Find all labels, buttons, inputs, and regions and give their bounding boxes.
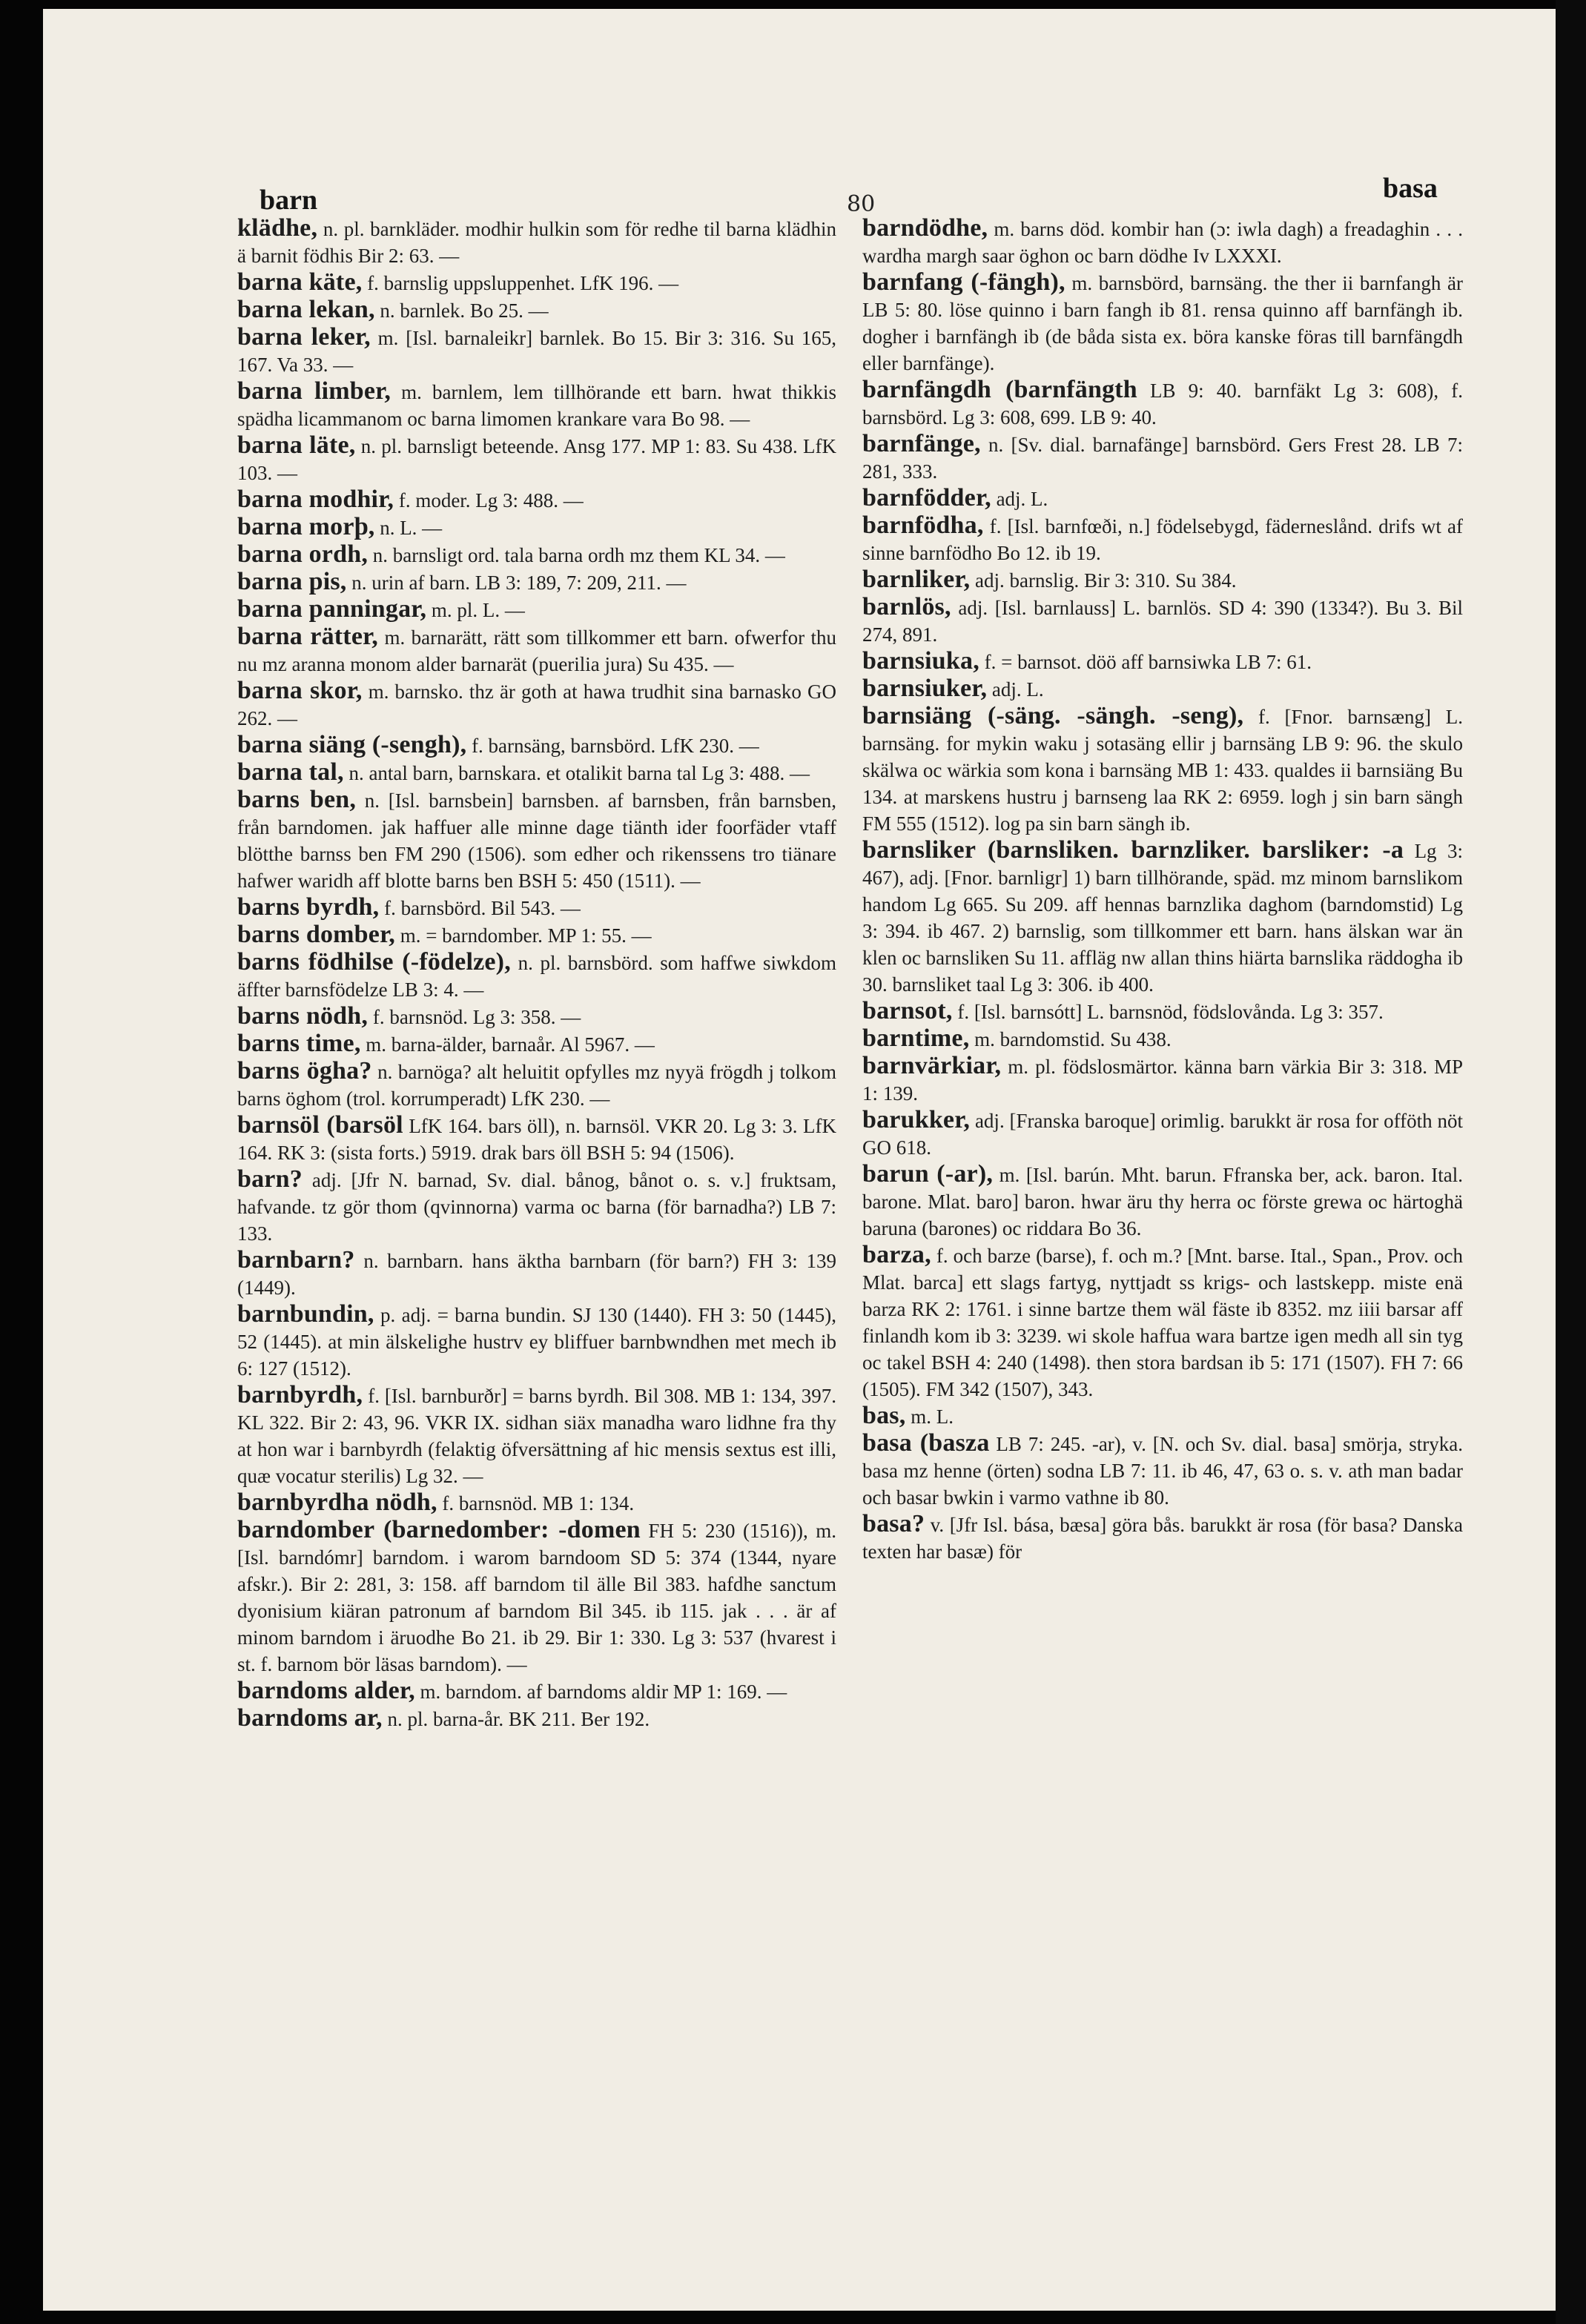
entry-lemma: barna lekan, (237, 296, 375, 323)
dictionary-entry (862, 1107, 1463, 1161)
entry-lemma: barna tal, (237, 758, 344, 786)
running-head-left: barn (260, 185, 318, 216)
entry-lemma: barns födhilse (-födelze), (237, 948, 511, 976)
entry-lemma: barna läte, (237, 431, 356, 459)
right-column (862, 215, 1463, 2217)
dictionary-entry (862, 269, 1463, 377)
dictionary-entry (237, 1058, 836, 1112)
entry-lemma: barza, (862, 1241, 931, 1268)
dictionary-entry (237, 1112, 836, 1166)
entry-text: n. pl. barnsbörd. som haffwe siwkdom äffter barnsfödelze LB 3: 4. — (237, 952, 836, 1001)
dictionary-entry (237, 1003, 836, 1030)
dictionary-entry (237, 894, 836, 921)
entry-text: p. adj. = barna bundin. SJ 130 (1440). FH 3: 50 (1445), 52 (1445). at min älskelighe hustrv ey bliffuer barnbwndhen met mech ib 6: 127 (1512). (237, 1304, 836, 1380)
entry-text: LB 9: 40. barnfäkt Lg 3: 608), f. barnsbörd. Lg 3: 608, 699. LB 9: 40. (862, 380, 1463, 428)
dictionary-entry (237, 1247, 836, 1301)
entry-lemma: barna käte, (237, 268, 363, 296)
dictionary-entry (862, 1511, 1463, 1565)
dictionary-entry (237, 759, 836, 787)
entry-lemma: barndomber (barnedomber: -domen (237, 1516, 641, 1543)
entry-text: m. [Isl. barnaleikr] barnlek. Bo 15. Bir 3: 316. Su 165, 167. Va 33. — (237, 327, 836, 376)
entry-text: adj. [Isl. barnlauss] L. barnlös. SD 4: 390 (1334?). Bu 3. Bil 274, 891. (862, 597, 1463, 646)
dictionary-entry (862, 485, 1463, 512)
entry-text: n. urin af barn. LB 3: 189, 7: 209, 211. — (351, 572, 687, 594)
entry-text: f. [Isl. barnburðr] = barns byrdh. Bil 308. MB 1: 134, 397. KL 322. Bir 2: 43, 96. VKR IX. sidhan siäx manadha waro lidhne fra thy at hon war i barnbyrdh (felaktig öfversättning af hic mensis sextus est illi, quæ vocatur sterilis) Lg 32. — (237, 1385, 836, 1487)
dictionary-entry (237, 324, 836, 378)
dictionary-entry (237, 949, 836, 1003)
dictionary-entry (237, 732, 836, 759)
entry-text: m. barns död. kombir han (ɔ: iwla dagh) a freadaghin . . . wardha margh saar öghon oc barn dödhe Iv LXXXI. (862, 218, 1463, 267)
dictionary-entry (862, 566, 1463, 594)
dictionary-entry (237, 541, 836, 569)
dictionary-entry (237, 297, 836, 324)
entry-lemma: barns byrdh, (237, 893, 380, 921)
entry-lemma: barnsöl (barsöl (237, 1111, 403, 1139)
dictionary-entry (237, 1382, 836, 1489)
entry-text: f. barnsbörd. Bil 543. — (384, 897, 581, 919)
entry-text: n. pl. barnkläder. modhir hulkin som för redhe til barna klädhin ä barnit födhis Bir 2: 63. — (237, 218, 836, 267)
entry-lemma: barndödhe, (862, 215, 988, 242)
entry-lemma: barns ögha? (237, 1057, 372, 1085)
dictionary-entry (237, 678, 836, 732)
dictionary-entry (237, 1705, 836, 1732)
entry-text: f. [Isl. barnfœði, n.] födelsebygd, fäderneslånd. drifs wt af sinne barnfödho Bo 12. ib 19. (862, 515, 1463, 564)
entry-text: Lg 3: 467), adj. [Fnor. barnligr] 1) barn tillhörande, späd. mz minom barnslikom handom Lg 665. Su 209. aff hennas barnzlika daghom (barndomstid) Lg 3: 394. ib 467. 2) barnslig, som tillkommer ett barn. hans älskan war än klen oc barnsliken Su 11. affläg nw allan thins hiärta barnslika räddogha ib 30. barnsliket taal Lg 3: 306. ib 400. (862, 840, 1463, 996)
entry-text: f. och barze (barse), f. och m.? [Mnt. barse. Ital., Span., Prov. och Mlat. barca] ett slags fartyg, nyttjadt ss krigs- och lastskepp. miste enä barza RK 2: 1761. i sinne bartze them wäl fäste ib 8352. mz iiii barsar aff finlandh kom ib 3: 3239. wi skole haffua wara bartze igen medh all sin tyg oc takel BSH 4: 240 (1498). then stora bardsan ib 5: 171 (1507). FH 7: 66 (1505). FM 342 (1507), 343. (862, 1245, 1463, 1400)
entry-lemma: basa (basza (862, 1429, 990, 1457)
entry-text: n. L. — (380, 517, 443, 539)
entry-text: m. barnsbörd, barnsäng. the ther ii barnfangh är LB 5: 80. löse quinno i barn fangh ib 81. rensa quinno aff barnfängh ib. dogher i barnfängh ib (de båda sista ex. böra kanske föras till barnfängdh eller barnfänge). (862, 272, 1463, 374)
dictionary-entry (237, 514, 836, 541)
entry-text: adj. barnslig. Bir 3: 310. Su 384. (975, 569, 1237, 592)
entry-text: m. L. (911, 1406, 954, 1428)
entry-lemma: barna morþ, (237, 513, 375, 540)
entry-lemma: barukker, (862, 1106, 971, 1133)
entry-lemma: barna skor, (237, 677, 363, 704)
dictionary-entry (237, 569, 836, 596)
dictionary-entry (237, 921, 836, 949)
entry-text: n. pl. barna-år. BK 211. Ber 192. (387, 1708, 650, 1730)
dictionary-entry (862, 1053, 1463, 1107)
entry-text: LB 7: 245. -ar), v. [N. och Sv. dial. basa] smörja, stryka. basa mz henne (örten) sodna LB 7: 11. ib 46, 47, 63 o. s. v. ath man badar och basar bwkin i varmo vathne ib 80. (862, 1433, 1463, 1509)
entry-text: adj. L. (991, 678, 1044, 701)
entry-text: m. barna-älder, barnaår. Al 5967. — (366, 1033, 655, 1056)
dictionary-entry (237, 1489, 836, 1517)
entry-lemma: barna panningar, (237, 595, 427, 623)
entry-text: v. [Jfr Isl. bása, bæsa] göra bås. barukkt är rosa (för basa? Danska texten har basæ) för (862, 1514, 1463, 1563)
entry-lemma: barna leker, (237, 323, 371, 351)
dictionary-entry (237, 486, 836, 514)
entry-text: LfK 164. bars öll), n. barnsöl. VKR 20. Lg 3: 3. LfK 164. RK 3: (sista forts.) 5919. drak bars öll BSH 5: 94 (1506). (237, 1115, 836, 1164)
scanner-edge (1556, 0, 1586, 2324)
dictionary-entry (237, 269, 836, 297)
entry-text: f. moder. Lg 3: 488. — (398, 489, 584, 512)
dictionary-entry (862, 594, 1463, 648)
entry-text: n. barnlek. Bo 25. — (380, 299, 549, 322)
entry-text: adj. L. (996, 488, 1048, 510)
entry-text: m. [Isl. barún. Mht. barun. Ffranska ber, ack. baron. Ital. barone. Mlat. baro] baron. hwar äru thy herra oc förste grewa oc härtoghä baruna (barones) oc riddara Bo 36. (862, 1164, 1463, 1239)
entry-lemma: barnvärkiar, (862, 1052, 1002, 1079)
dictionary-entry (862, 1430, 1463, 1511)
entry-text: m. = barndomber. MP 1: 55. — (400, 924, 652, 947)
dictionary-entry (862, 675, 1463, 703)
dictionary-entry (237, 1517, 836, 1678)
dictionary-entry (862, 703, 1463, 837)
entry-lemma: barnfödha, (862, 512, 984, 539)
entry-lemma: klädhe, (237, 215, 318, 242)
entry-text: n. barnöga? alt heluitit opfylles mz nyyä frögdh j tolkom barns öghom (trol. korrumperadt) LfK 230. — (237, 1061, 836, 1110)
entry-lemma: barnfödder, (862, 484, 991, 512)
dictionary-entry (862, 1161, 1463, 1242)
entry-lemma: barna modhir, (237, 486, 394, 513)
dictionary-entry (237, 596, 836, 623)
dictionary-entry (862, 512, 1463, 566)
entry-lemma: barns ben, (237, 786, 357, 813)
entry-lemma: barnsiäng (-säng. -sängh. -seng), (862, 702, 1244, 729)
entry-text: f. [Isl. barnsótt] L. barnsnöd, födslovånda. Lg 3: 357. (957, 1001, 1384, 1023)
dictionary-entry (862, 1025, 1463, 1053)
entry-text: f. barnsnöd. MB 1: 134. (442, 1492, 635, 1514)
entry-text: n. barnbarn. hans äktha barnbarn (för barn?) FH 3: 139 (1449). (237, 1250, 836, 1299)
dictionary-entry (237, 1301, 836, 1382)
entry-lemma: barnfängdh (barnfängth (862, 376, 1137, 403)
entry-lemma: barna rätter, (237, 623, 378, 650)
entry-text: m. barndom. af barndoms aldir MP 1: 169. — (420, 1681, 787, 1703)
entry-text: adj. [Jfr N. barnad, Sv. dial. bånog, bånot o. s. v.] fruktsam, hafvande. tz gör thom (qvinnorna) varma oc barna (för barnadha?) LB 7: 133. (237, 1169, 836, 1245)
entry-lemma: barns domber, (237, 921, 395, 948)
entry-lemma: barnsliker (barnsliken. barnzliker. barsliker: -a (862, 836, 1404, 864)
entry-lemma: barnbyrdh, (237, 1381, 363, 1408)
dictionary-entry (237, 787, 836, 894)
page-header (43, 9, 1556, 216)
entry-lemma: barnlös, (862, 593, 951, 620)
entry-lemma: barns nödh, (237, 1002, 369, 1030)
entry-lemma: barnsiuka, (862, 647, 979, 675)
entry-text: f. barnslig uppsluppenhet. LfK 196. — (367, 272, 679, 294)
entry-lemma: bas, (862, 1402, 906, 1429)
entry-lemma: barna ordh, (237, 540, 369, 568)
entry-lemma: barn? (237, 1165, 303, 1193)
dictionary-entry (862, 215, 1463, 269)
entry-lemma: barnfänge, (862, 430, 981, 457)
dictionary-entry (237, 1166, 836, 1247)
entry-text: n. pl. barnsligt beteende. Ansg 177. MP 1: 83. Su 438. LfK 103. — (237, 435, 836, 484)
entry-text: n. antal barn, barnskara. et otalikit barna tal Lg 3: 488. — (348, 762, 810, 784)
entry-text: n. [Sv. dial. barnafänge] barnsbörd. Gers Frest 28. LB 7: 281, 333. (862, 434, 1463, 483)
entry-text: adj. [Franska baroque] orimlig. barukkt är rosa for offöth nöt GO 618. (862, 1110, 1463, 1159)
entry-lemma: barns time, (237, 1030, 361, 1057)
entry-lemma: barndoms ar, (237, 1704, 383, 1732)
dictionary-entry (862, 1403, 1463, 1430)
entry-text: m. pl. födslosmärtor. känna barn värkia Bir 3: 318. MP 1: 139. (862, 1056, 1463, 1105)
dictionary-entry (237, 623, 836, 678)
dictionary-entry (237, 432, 836, 486)
dictionary-entry (862, 998, 1463, 1025)
entry-lemma: barna limber, (237, 377, 391, 405)
entry-text: m. pl. L. — (431, 599, 525, 621)
entry-text: m. barndomstid. Su 438. (974, 1028, 1172, 1050)
entry-text: m. barnarätt, rätt som tillkommer ett barn. ofwerfor thu nu mz aranna monom alder barnarät (puerilia jura) Su 435. — (237, 626, 836, 675)
entry-text: f. [Fnor. barnsæng] L. barnsäng. for mykin waku j sotasäng ellir j barnsäng LB 9: 96. the skulo skälwa oc wärkia som kona i barnsäng MB 1: 433. qualdes ii barnsiäng Bu 134. at marskens hustru j barnseng laa RK 2: 6959. logh j sin barn sängh FM 555 (1512). log pa sin barn sängh ib. (862, 706, 1463, 835)
entry-lemma: barnfang (-fängh), (862, 268, 1065, 296)
entry-lemma: barun (-ar), (862, 1160, 994, 1188)
entry-lemma: barnsot, (862, 997, 953, 1024)
dictionary-entry (237, 1678, 836, 1705)
entry-lemma: basa? (862, 1510, 925, 1537)
dictionary-entry (237, 378, 836, 432)
entry-lemma: barna siäng (-sengh), (237, 731, 467, 758)
entry-text: n. [Isl. barnsbein] barnsben. af barnsben, från barnsben, från barndomen. jak haffuer alle minne dage tiänth ider foorfäder vtaff blötthe barnss ben FM 290 (1506). som edher och rikenssens tro tiänare hafwer waridh aff blotte barns ben BSH 5: 450 (1511). — (237, 789, 836, 892)
running-head-right: basa (1383, 173, 1438, 204)
dictionary-entry (862, 1242, 1463, 1403)
entry-lemma: barntime, (862, 1024, 970, 1052)
entry-lemma: barndoms alder, (237, 1677, 415, 1704)
dictionary-entry (862, 377, 1463, 431)
page-number: 80 (847, 191, 876, 217)
entry-lemma: barna pis, (237, 568, 347, 595)
entry-lemma: barnliker, (862, 566, 971, 593)
entry-lemma: barnsiuker, (862, 675, 988, 702)
entry-lemma: barnbarn? (237, 1246, 355, 1274)
entry-text: n. barnsligt ord. tala barna ordh mz them KL 34. — (372, 544, 785, 566)
dictionary-entry (862, 431, 1463, 485)
entry-text: f. = barnsot. döö aff barnsiwka LB 7: 61. (984, 651, 1312, 673)
dictionary-entry (237, 1030, 836, 1058)
entry-text: FH 5: 230 (1516)), m. [Isl. barndómr] barndom. i warom barndoom SD 5: 374 (1344, nyare afskr.). Bir 2: 281, 3: 158. aff barndom til älle Bil 383. hafdhe sanctum dyonisium kiäran patronum af barndom Bil 345. ib 115. jak . . . är af minom barndom i äruodhe Bo 21. ib 29. Bir 1: 330. Lg 3: 537 (hvarest i st. f. barnom bör läsas barndom). — (237, 1520, 836, 1675)
left-column (237, 215, 836, 2217)
dictionary-entry (237, 215, 836, 269)
dictionary-entry (862, 648, 1463, 675)
entry-text: m. barnsko. thz är goth at hawa trudhit sina barnasko GO 262. — (237, 681, 836, 729)
entry-text: f. barnsäng, barnsbörd. LfK 230. — (472, 735, 759, 757)
dictionary-entry (862, 837, 1463, 998)
entry-lemma: barnbundin, (237, 1300, 374, 1328)
entry-lemma: barnbyrdha nödh, (237, 1489, 437, 1516)
entry-text: m. barnlem, lem tillhörande ett barn. hwat thikkis spädha licammanom oc barna limomen krankare vara Bo 98. — (237, 381, 836, 430)
entry-text: f. barnsnöd. Lg 3: 358. — (372, 1006, 581, 1028)
